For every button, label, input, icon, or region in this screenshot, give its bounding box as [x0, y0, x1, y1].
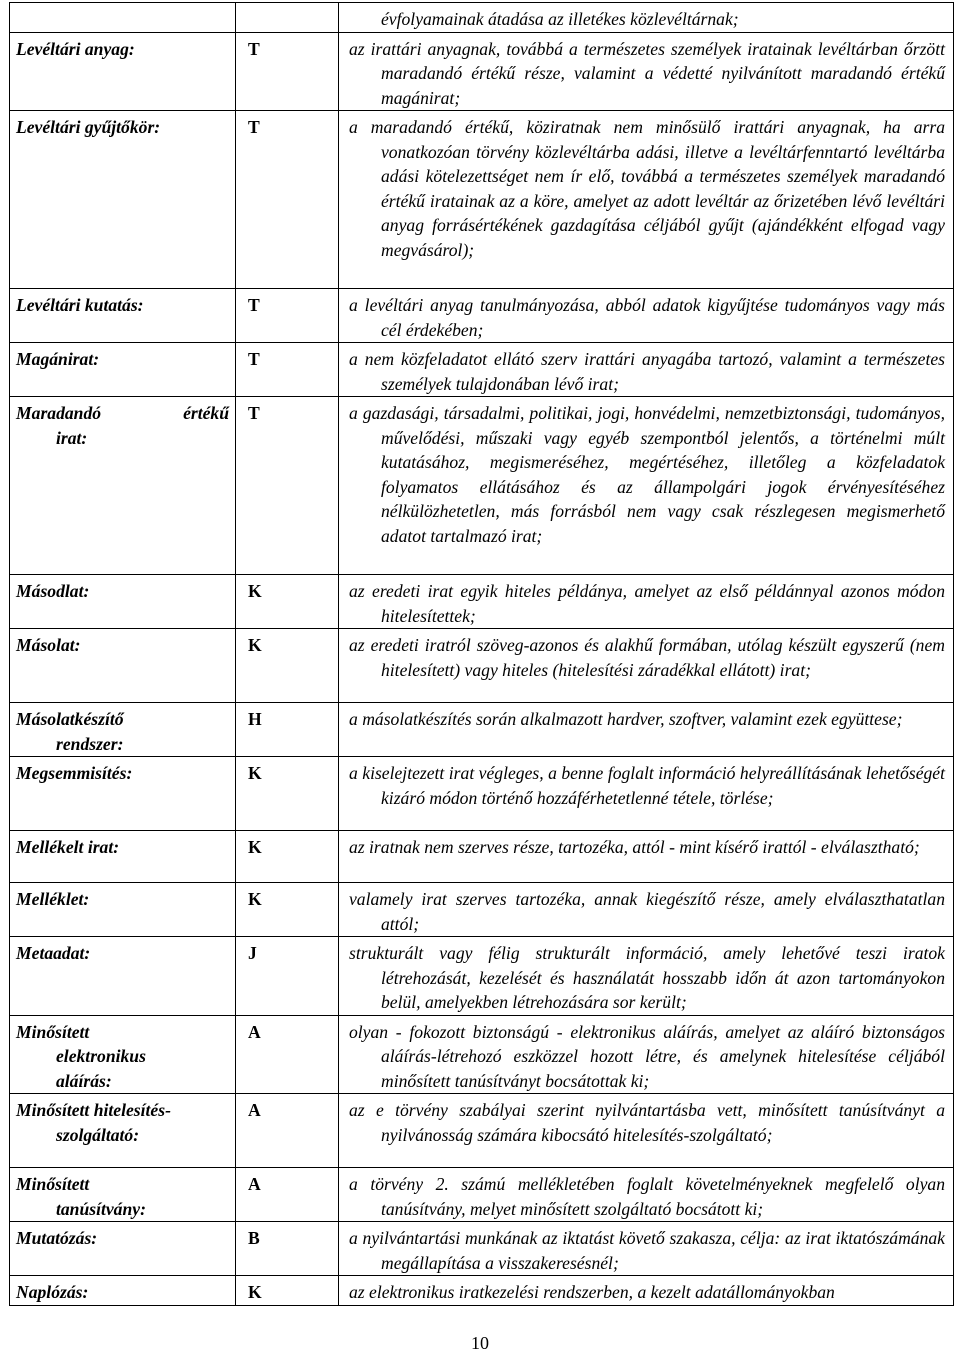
term-line: tanúsítvány:: [56, 1198, 146, 1219]
definition-text: a nem közfeladatot ellátó szerv irattári anyagába tartozó, valamint a természetes személyek tulajdonában lévő irat;: [349, 349, 945, 394]
code-cell: K: [236, 575, 339, 629]
code-cell: A: [236, 1168, 339, 1222]
term-cell: [10, 289, 236, 343]
term-cell: [10, 757, 236, 831]
definition-text: a gazdasági, társadalmi, politikai, jogi, honvédelmi, nemzetbiztonsági, tudományos, művelődési, műszaki vagy egyéb szempontból jelentős, a történelmi múlt kutatásához, megismeréséhez, megértéséhez, illetőleg a közfeladatok folyamatos ellátásához és az állampolgári jogok érvényesítéséhez nélkülözhetetlen, más forrásból nem vagy csak részlegesen megismerhető adatot tartalmazó irat;: [349, 403, 945, 546]
definition-text: az iratnak nem szerves része, tartozéka, attól - mint kísérő irattól - elválasztható;: [349, 837, 920, 857]
code-cell: K: [236, 757, 339, 831]
term-line: Minősített hitelesítés-: [16, 1100, 171, 1120]
glossary-row: [10, 629, 954, 703]
glossary-row: [10, 1168, 954, 1222]
term-line: Mutatózás:: [16, 1228, 98, 1248]
term-line: irat:: [56, 427, 88, 448]
term-line: Levéltári anyag:: [16, 38, 135, 59]
glossary-row: [10, 883, 954, 937]
term-cell: [10, 111, 236, 289]
term-line: Mellékelt irat:: [16, 837, 120, 857]
glossary-row: [10, 32, 954, 111]
term-line: Levéltári gyűjtőkör:: [16, 117, 161, 137]
definition-cell: [339, 1094, 954, 1168]
definition-cell: [339, 575, 954, 629]
definition-cell: [339, 1168, 954, 1222]
definition-cell: [339, 1015, 954, 1094]
glossary-table: [9, 2, 954, 1306]
glossary-row: [10, 1222, 954, 1276]
code-cell: H: [236, 703, 339, 757]
code-cell: T: [236, 343, 339, 397]
term-line: Naplózás:: [16, 1282, 89, 1302]
definition-text: a levéltári anyag tanulmányozása, abból adatok kigyűjtése tudományos vagy más cél érdekében;: [349, 295, 945, 340]
definition-cell: [339, 937, 954, 1016]
term-cell: [10, 629, 236, 703]
code-cell: T: [236, 289, 339, 343]
definition-cell: [339, 343, 954, 397]
code-cell: A: [236, 1015, 339, 1094]
term-cell: [10, 1094, 236, 1168]
glossary-row: [10, 1015, 954, 1094]
code-cell: T: [236, 397, 339, 575]
definition-cell: [339, 703, 954, 757]
code-cell: K: [236, 883, 339, 937]
glossary-row: [10, 1094, 954, 1168]
code-cell: [236, 3, 339, 33]
definition-text: évfolyamainak átadása az illetékes közlevéltárnak;: [381, 9, 739, 29]
definition-cell: [339, 629, 954, 703]
term-cell: [10, 397, 236, 575]
code-cell: A: [236, 1094, 339, 1168]
term-line: Melléklet:: [16, 889, 90, 909]
term-cell: [10, 3, 236, 33]
code-cell: T: [236, 111, 339, 289]
term-cell: [10, 32, 236, 111]
definition-text: valamely irat szerves tartozéka, annak kiegészítő része, amely elválaszthatatlan attól;: [349, 889, 945, 934]
glossary-row: [10, 757, 954, 831]
code-cell: K: [236, 831, 339, 883]
page-number: 10: [471, 1333, 489, 1353]
term-line: Maradandó értékű: [16, 403, 229, 423]
definition-text: a másolatkészítés során alkalmazott hardver, szoftver, valamint ezek együttese;: [349, 709, 903, 729]
definition-text: a törvény 2. számú mellékletében foglalt követelményeknek megfelelő olyan tanúsítvány, melyet minősített szolgáltató bocsátott ki;: [349, 1174, 945, 1219]
term-cell: [10, 1276, 236, 1306]
term-line: aláírás:: [56, 1070, 112, 1091]
term-line: Minősített: [16, 1021, 90, 1042]
term-line: Másodlat:: [16, 581, 90, 601]
glossary-row: [10, 937, 954, 1016]
glossary-row: [10, 703, 954, 757]
term-line: Metaadat:: [16, 943, 91, 963]
glossary-row: [10, 1276, 954, 1306]
term-cell: [10, 575, 236, 629]
definition-cell: [339, 831, 954, 883]
term-line: szolgáltató:: [56, 1124, 140, 1145]
definition-text: a nyilvántartási munkának az iktatást követő szakasza, célja: az irat iktatószámának megállapítása a visszakeresésnél;: [349, 1228, 945, 1273]
definition-cell: [339, 397, 954, 575]
definition-cell: [339, 1276, 954, 1306]
code-cell: J: [236, 937, 339, 1016]
definition-cell: [339, 883, 954, 937]
definition-text: az elektronikus iratkezelési rendszerben, a kezelt adatállományokban: [349, 1282, 835, 1302]
code-cell: B: [236, 1222, 339, 1276]
term-line: elektronikus: [56, 1046, 146, 1066]
definition-cell: [339, 757, 954, 831]
glossary-body: [10, 3, 954, 1306]
glossary-row: [10, 111, 954, 289]
term-cell: [10, 343, 236, 397]
term-line: Másolatkészítő: [16, 709, 124, 729]
term-line: Minősített: [16, 1174, 90, 1194]
definition-text: olyan - fokozott biztonságú - elektronikus aláírás, amelyet az aláíró biztonságos aláírás-létrehozó eszközzel hozott létre, és amelynek hitelesítése céljából minősített tanúsítványt bocsátottak ki;: [349, 1021, 945, 1091]
term-cell: [10, 1015, 236, 1094]
definition-cell: [339, 111, 954, 289]
code-cell: K: [236, 1276, 339, 1306]
definition-cell: [339, 3, 954, 33]
term-line: Megsemmisítés:: [16, 763, 133, 783]
definition-cell: [339, 32, 954, 111]
definition-cell: [339, 289, 954, 343]
term-cell: [10, 1168, 236, 1222]
code-cell: K: [236, 629, 339, 703]
definition-text: a maradandó értékű, köziratnak nem minősülő irattári anyagnak, ha arra vonatkozóan törvény közlevéltárba adási, illetve a levéltárfenntartó levéltárba adási kötelezettséget nem ír elő, továbbá a természetes személyek maradandó értékű iratainak az a köre, amelyet az adott levéltár az őrizetében lévő levéltári anyag forrásértékének gazdagítása céljából gyűjt (ajándékként elfogad vagy megvásárol);: [349, 117, 945, 260]
term-cell: [10, 937, 236, 1016]
definition-cell: [339, 1222, 954, 1276]
glossary-row: [10, 289, 954, 343]
term-line: Levéltári kutatás:: [16, 295, 144, 315]
code-cell: T: [236, 32, 339, 111]
definition-text: az e törvény szabályai szerint nyilvántartásba vett, minősített tanúsítványt a nyilvánosság számára kibocsátó hitelesítés-szolgáltató;: [349, 1100, 945, 1145]
term-line: Másolat:: [16, 635, 81, 655]
term-cell: [10, 703, 236, 757]
term-cell: [10, 831, 236, 883]
glossary-row: [10, 831, 954, 883]
definition-text: strukturált vagy félig strukturált információ, amely lehetővé teszi iratok létrehozását, kezelését és használatát hosszabb időn át azon tartományokon belül, amelyekben létrehozására sor került;: [349, 943, 945, 1012]
glossary-row: [10, 397, 954, 575]
glossary-row: [10, 575, 954, 629]
term-cell: [10, 1222, 236, 1276]
glossary-row: [10, 343, 954, 397]
definition-text: az eredeti irat egyik hiteles példánya, amelyet az első példánnyal azonos módon hitelesítettek;: [349, 581, 945, 626]
term-line: Magánirat:: [16, 349, 100, 369]
definition-text: a kiselejtezett irat végleges, a benne foglalt információ helyreállításának lehetőségét kizáró módon történő hozzáférhetetlenné tétele, törlése;: [349, 763, 945, 808]
term-cell: [10, 883, 236, 937]
term-line: rendszer:: [56, 733, 124, 754]
definition-text: az eredeti iratról szöveg-azonos és alakhű formában, utólag készült egyszerű (nem hitelesített) vagy hiteles (hitelesítési záradékkal ellátott) irat;: [349, 635, 945, 680]
definition-text: az irattári anyagnak, továbbá a természetes személyek iratainak levéltárban őrzött maradandó értékű része, valamint a védetté nyilvánított maradandó értékű magánirat;: [349, 38, 945, 108]
glossary-row: [10, 3, 954, 33]
